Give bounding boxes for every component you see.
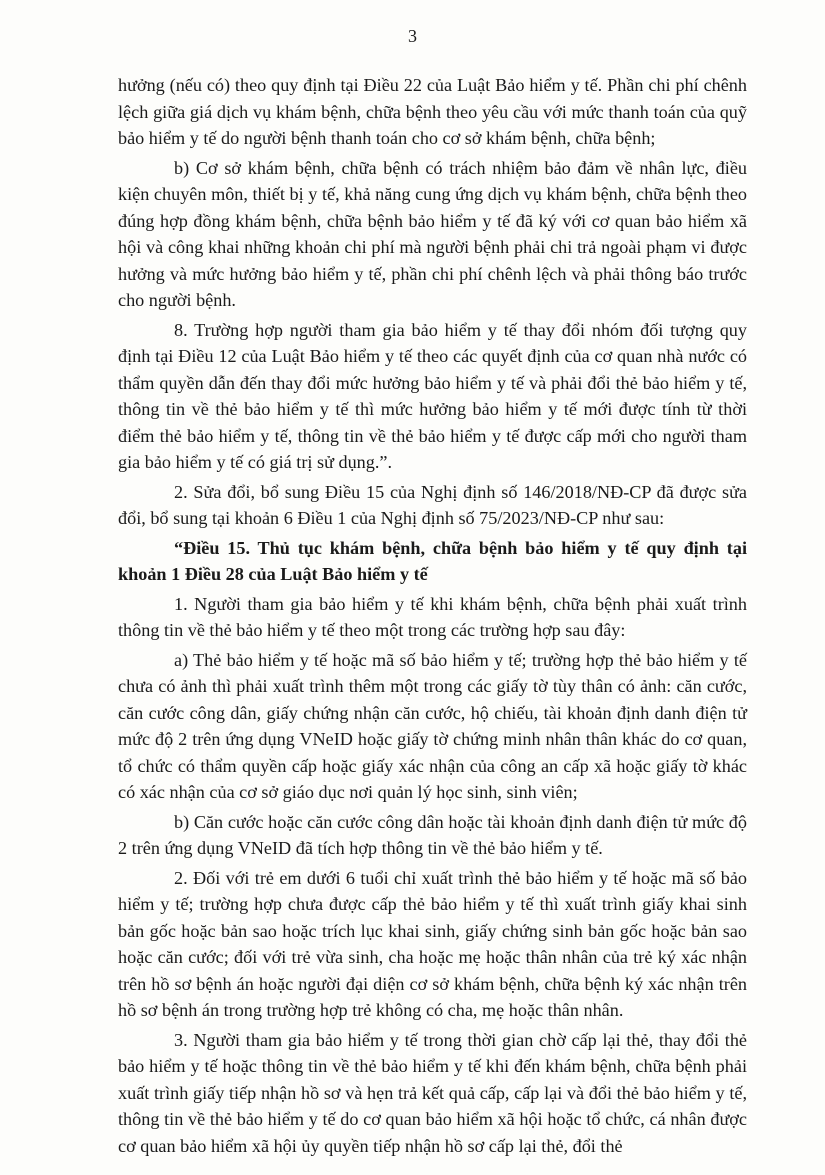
paragraph-clause-3: 3. Người tham gia bảo hiểm y tế trong thời gian chờ cấp lại thẻ, thay đổi thẻ bảo hiểm y tế hoặc thông tin về thẻ bảo hiểm y tế khi đến khám bệnh, chữa bệnh phải xuất trình giấy tiếp nhận hồ sơ và hẹn trả kết quả cấp, cấp lại và đổi thẻ bảo hiểm y tế, thông tin về thẻ bảo hiểm y tế do cơ quan bảo hiểm xã hội hoặc tổ chức, cá nhân được cơ quan bảo hiểm xã hội ủy quyền tiếp nhận hồ sơ cấp lại thẻ, đổi thẻ — [118, 1029, 747, 1156]
paragraph-item-8: 8. Trường hợp người tham gia bảo hiểm y tế thay đổi nhóm đối tượng quy định tại Điều 12 của Luật Bảo hiểm y tế theo các quyết định của cơ quan nhà nước có thẩm quyền dẫn đến thay đổi mức hưởng bảo hiểm y tế và phải đổi thẻ bảo hiểm y tế, thông tin về thẻ bảo hiểm y tế thì mức hưởng bảo hiểm y tế mới được tính từ thời điểm thẻ bảo hiểm y tế, thông tin về thẻ bảo hiểm y tế được cấp mới cho người tham gia bảo hiểm y tế có giá trị sử dụng.”. — [118, 319, 747, 472]
paragraph-continuation: hưởng (nếu có) theo quy định tại Điều 22 của Luật Bảo hiểm y tế. Phần chi phí chênh lệch giữa giá dịch vụ khám bệnh, chữa bệnh theo yêu cầu với mức thanh toán của quỹ bảo hiểm y tế do người bệnh thanh toán cho cơ sở khám bệnh, chữa bệnh; — [118, 75, 747, 148]
page-number: 3 — [408, 26, 417, 46]
paragraph-clause-1: 1. Người tham gia bảo hiểm y tế khi khám bệnh, chữa bệnh phải xuất trình thông tin về thẻ bảo hiểm y tế theo một trong các trường hợp sau đây: — [118, 593, 747, 640]
paragraph-clause-1b: b) Căn cước hoặc căn cước công dân hoặc tài khoản định danh điện tử mức độ 2 trên ứng dụng VNeID đã tích hợp thông tin về thẻ bảo hiểm y tế. — [118, 811, 747, 858]
paragraph-clause-1a: a) Thẻ bảo hiểm y tế hoặc mã số bảo hiểm y tế; trường hợp thẻ bảo hiểm y tế chưa có ảnh thì phải xuất trình thêm một trong các giấy tờ tùy thân có ảnh: căn cước, căn cước công dân, giấy chứng nhận căn cước, hộ chiếu, tài khoản định danh điện tử mức độ 2 trên ứng dụng VNeID hoặc giấy tờ chứng minh nhân thân khác do cơ quan, tổ chức có thẩm quyền cấp hoặc giấy xác nhận của công an cấp xã hoặc giấy tờ khác có xác nhận của cơ sở giáo dục nơi quản lý học sinh, sinh viên; — [118, 649, 747, 802]
paragraph-clause-b-facility: b) Cơ sở khám bệnh, chữa bệnh có trách nhiệm bảo đảm về nhân lực, điều kiện chuyên môn, thiết bị y tế, khả năng cung ứng dịch vụ khám bệnh, chữa bệnh theo đúng hợp đồng khám bệnh, chữa bệnh bảo hiểm y tế đã ký với cơ quan bảo hiểm xã hội và công khai những khoản chi phí mà người bệnh phải chi trả ngoài phạm vi được hưởng và mức hưởng bảo hiểm y tế, phần chi phí chênh lệch và phải thông báo trước cho người bệnh. — [118, 157, 747, 310]
article-15-heading: “Điều 15. Thủ tục khám bệnh, chữa bệnh bảo hiểm y tế quy định tại khoản 1 Điều 28 của Luật Bảo hiểm y tế — [118, 537, 747, 584]
paragraph-amendment-2: 2. Sửa đổi, bổ sung Điều 15 của Nghị định số 146/2018/NĐ-CP đã được sửa đổi, bổ sung tại khoản 6 Điều 1 của Nghị định số 75/2023/NĐ-CP như sau: — [118, 481, 747, 528]
paragraph-clause-2: 2. Đối với trẻ em dưới 6 tuổi chỉ xuất trình thẻ bảo hiểm y tế hoặc mã số bảo hiểm y tế; trường hợp chưa được cấp thẻ bảo hiểm y tế thì xuất trình giấy khai sinh bản gốc hoặc bản sao hoặc trích lục khai sinh, giấy chứng sinh bản gốc hoặc bản sao hoặc căn cước; đối với trẻ vừa sinh, cha hoặc mẹ hoặc thân nhân của trẻ ký xác nhận trên hồ sơ bệnh án hoặc người đại diện cơ sở khám bệnh, chữa bệnh ký xác nhận trên hồ sơ bệnh án trong trường hợp trẻ không có cha, mẹ hoặc thân nhân. — [118, 867, 747, 1020]
